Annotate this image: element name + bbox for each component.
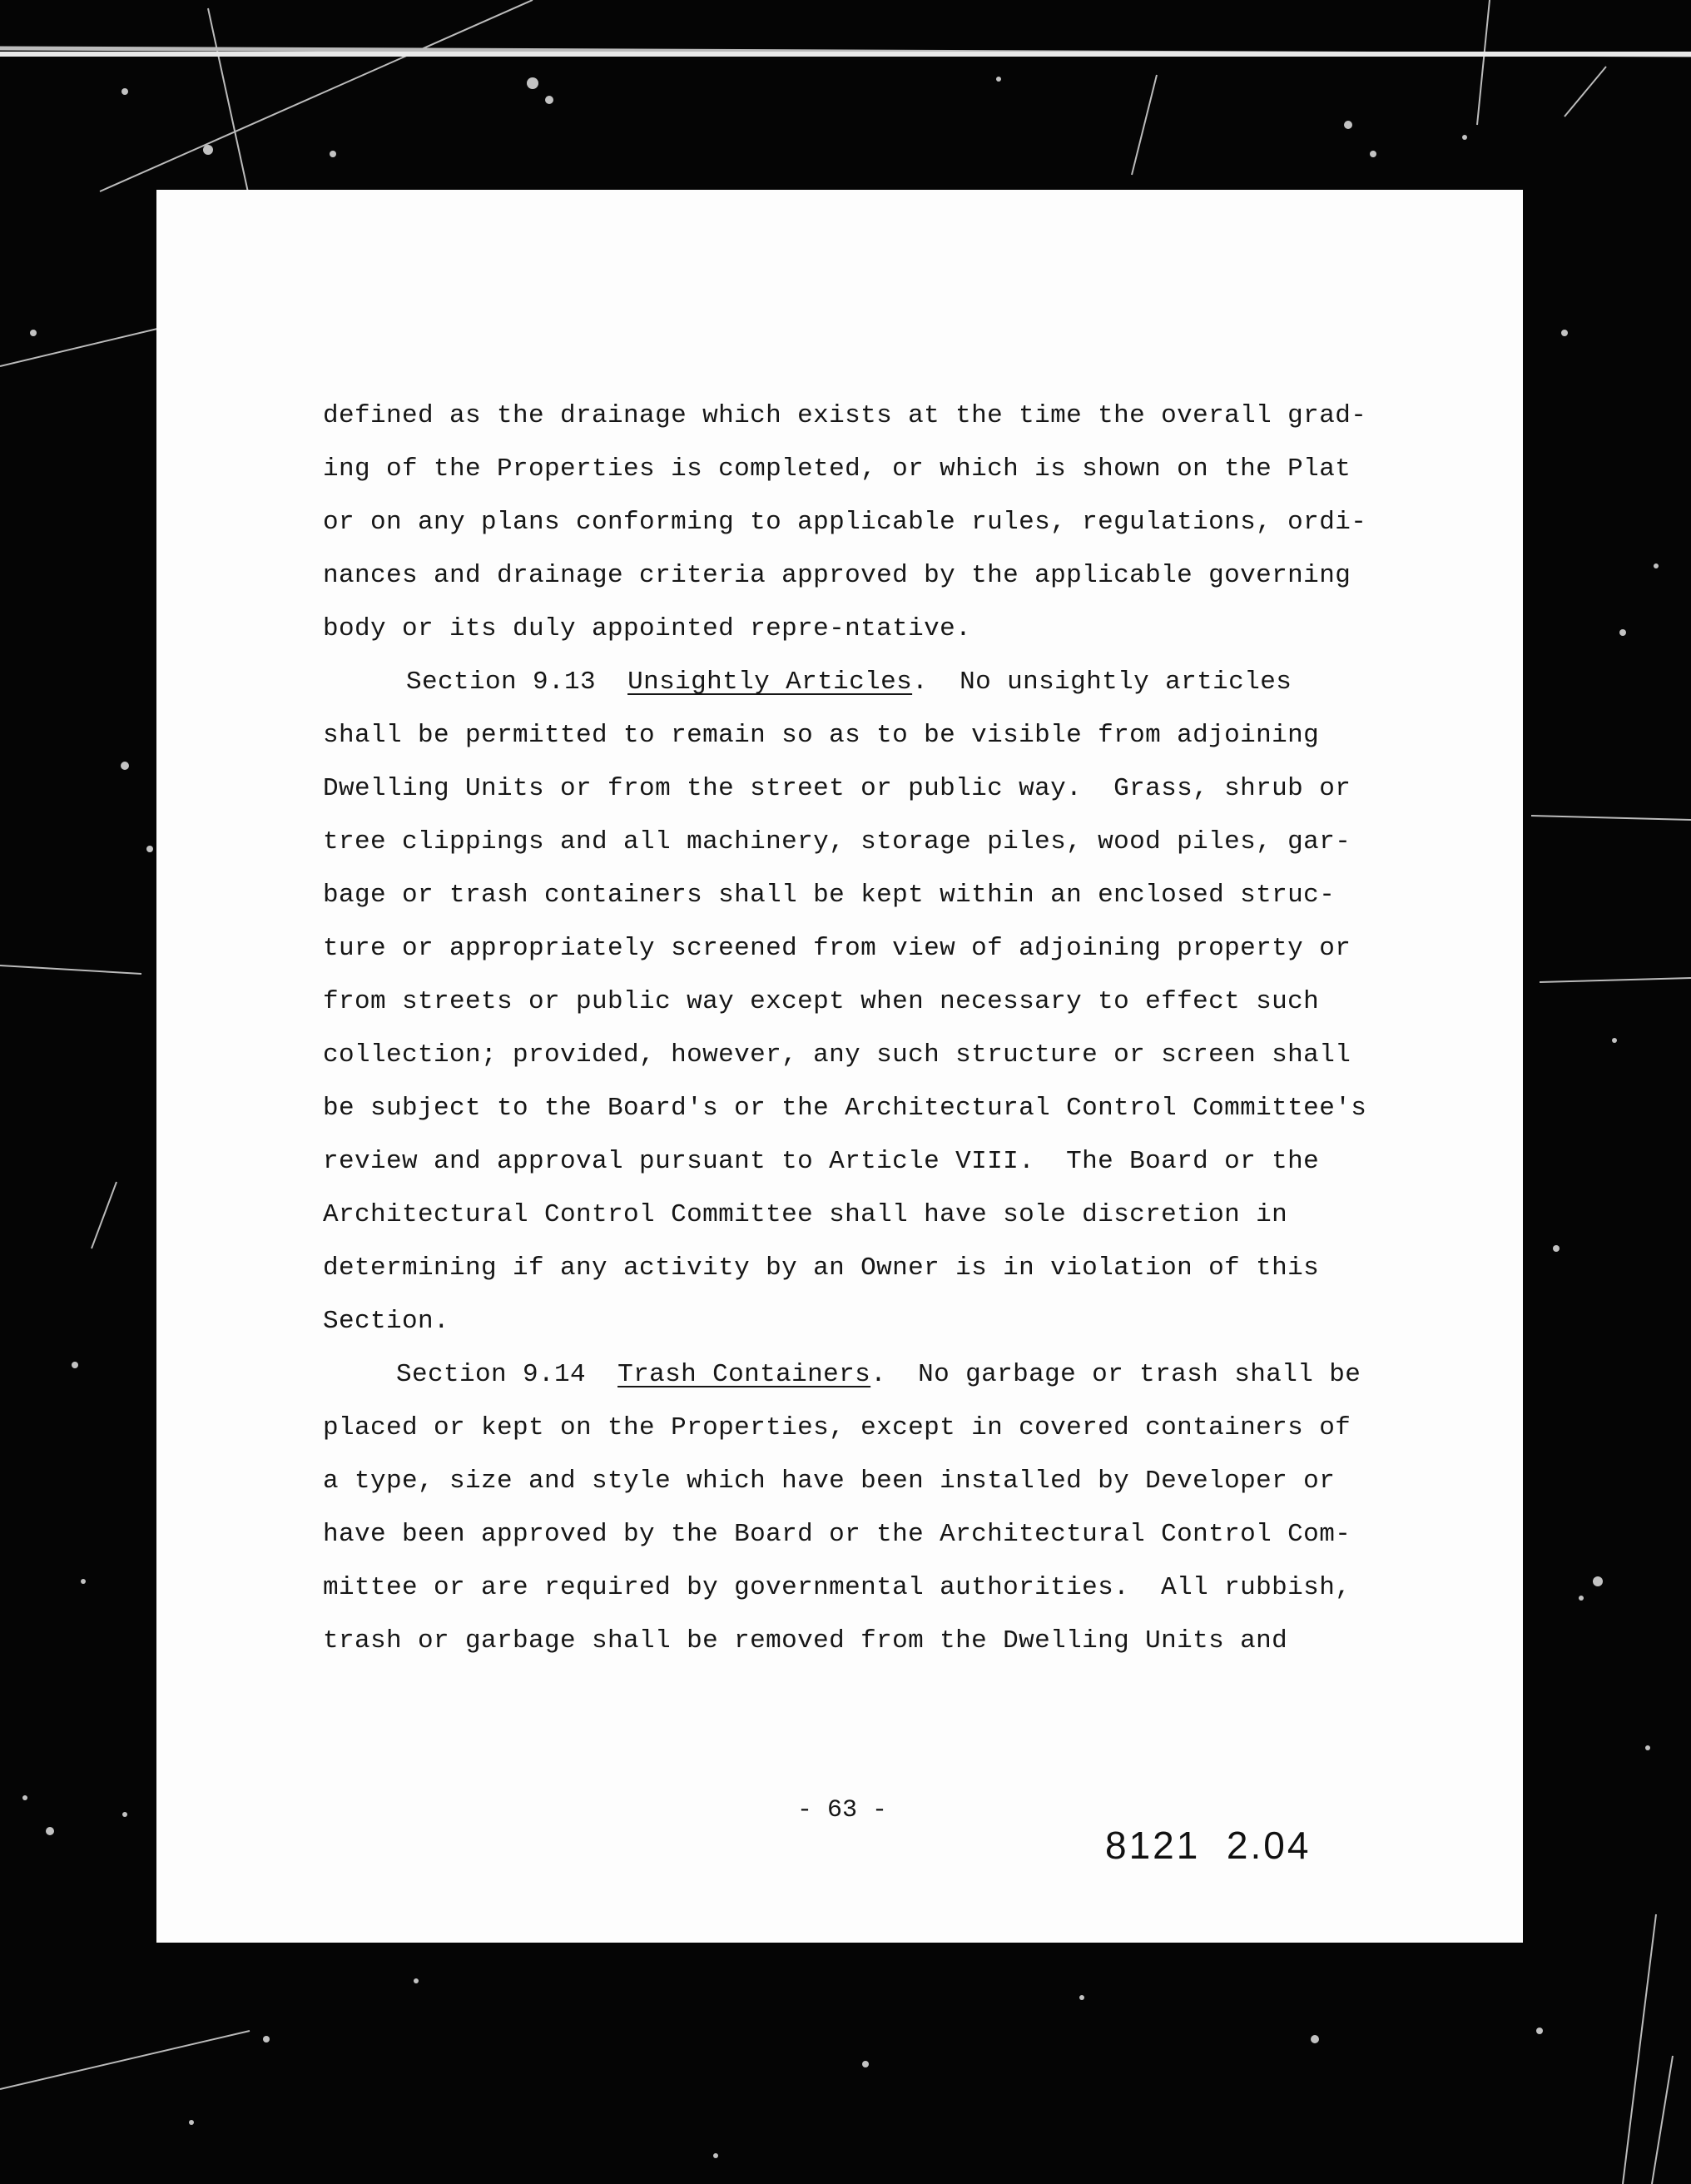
section-title: Trash Containers [617,1360,871,1389]
text-line: review and approval pursuant to Article VIII. The Board or the [323,1147,1320,1176]
section-heading-text: . No unsightly articles [912,668,1292,697]
document-page [156,190,1523,1943]
text-line: placed or kept on the Properties, except in covered containers of [323,1413,1351,1442]
text-line: have been approved by the Board or the Architectural Control Com- [323,1520,1351,1549]
text-line: a type, size and style which have been installed by Developer or [323,1467,1336,1496]
text-line: be subject to the Board's or the Architectural Control Committee's [323,1094,1367,1123]
page-number: - 63 - [797,1796,888,1824]
text-line: determining if any activity by an Owner is in violation of this [323,1253,1320,1283]
section-number: Section 9.13 [406,668,597,697]
text-line: Architectural Control Committee shall have sole discretion in [323,1200,1288,1229]
section-9-13-heading-line [323,656,1430,709]
text-line: trash or garbage shall be removed from the Dwelling Units and [323,1626,1288,1655]
section-title: Unsightly Articles [627,668,913,697]
text-line: bage or trash containers shall be kept within an enclosed struc- [323,881,1336,910]
text-line: or on any plans conforming to applicable rules, regulations, ordi- [323,508,1367,537]
section-heading-text: . No garbage or trash shall be [870,1360,1361,1389]
section-9-14-heading-line [323,1348,1430,1402]
text-line: collection; provided, however, any such structure or screen shall [323,1040,1351,1070]
text-line: body or its duly appointed repre-ntative. [323,614,972,643]
text-line: ing of the Properties is completed, or which is shown on the Plat [323,454,1351,484]
body-text [323,390,1430,1668]
text-line: from streets or public way except when necessary to effect such [323,987,1320,1016]
text-line: ture or appropriately screened from view of adjoining property or [323,934,1351,963]
document-reference-number: 8121 2.04 [1105,1824,1312,1867]
text-line: defined as the drainage which exists at the time the overall grad- [323,401,1367,430]
text-line: nances and drainage criteria approved by the applicable governing [323,561,1351,590]
text-line: tree clippings and all machinery, storage piles, wood piles, gar- [323,827,1351,856]
text-line: Dwelling Units or from the street or public way. Grass, shrub or [323,774,1351,803]
section-number: Section 9.14 [396,1360,587,1389]
text-line: shall be permitted to remain so as to be visible from adjoining [323,721,1320,750]
scan-edge-line [0,52,1691,57]
text-line: Section. [323,1307,450,1336]
text-line: mittee or are required by governmental authorities. All rubbish, [323,1573,1351,1602]
